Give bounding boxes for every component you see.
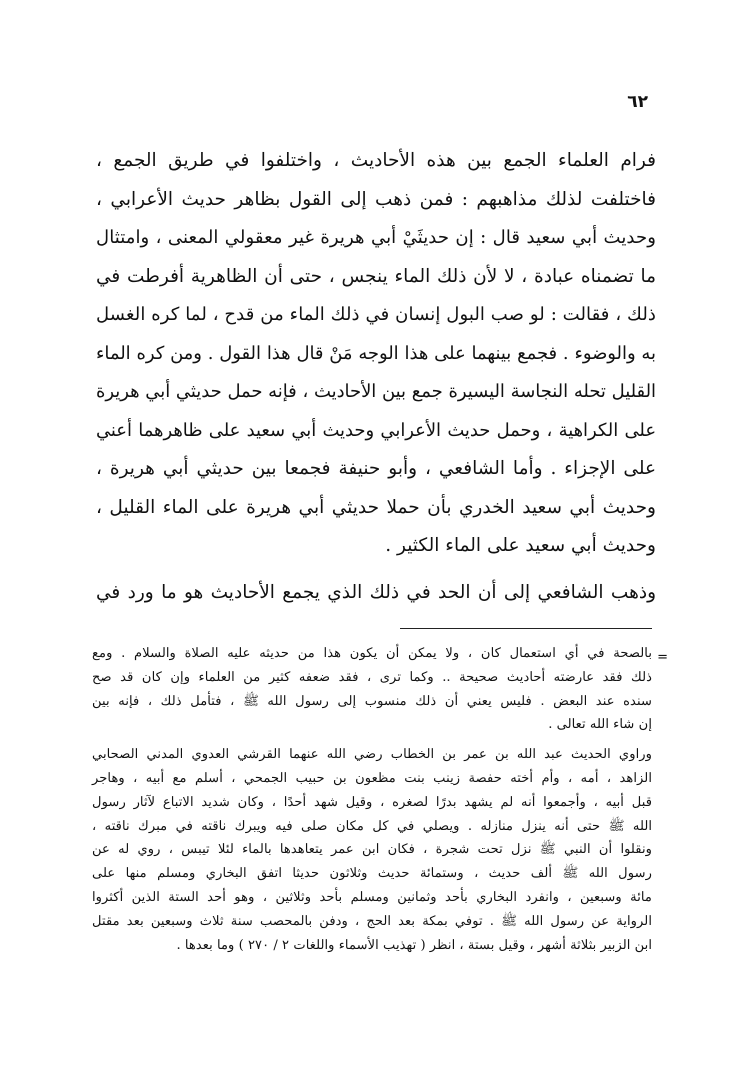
- footnote-line: مائة وسبعين ، وانفرد البخاري بأحد وثمانين ومسلم بأحد وثلاثين ، وهو أحد الستة الذين أكثروا: [92, 889, 652, 905]
- footnote-line: ابن الزبير بثلاثة أشهر ، وقيل بستة ، انظر ( تهذيب الأسماء واللغات ٢ / ٢٧٠ ) وما بعدها .: [176, 937, 652, 953]
- main-text-line: وحديث أبي سعيد على الماء الكثير .: [385, 535, 656, 556]
- footnote-line: قبل أبيه ، وأجمعوا أنه لم يشهد بدرًا لصغره ، وقيل شهد أحدًا ، وكان شديد الاتباع لآثار رسول: [92, 794, 652, 810]
- footnote-line: بالصحة في أي استعمال كان ، ولا يمكن أن يكون هذا من حديثه عليه الصلاة والسلام . ومع: [92, 646, 652, 661]
- footnote-line: الزاهد ، أمه ، وأم أخته حفصة زينب بنت مظعون بن حبيب الجمحي ، أسلم مع أبيه ، وهاجر: [92, 770, 652, 786]
- page-number: ٦٢: [627, 92, 648, 112]
- main-text-line: ذلك ، فقالت : لو صب البول إنسان في ذلك الماء من قدح ، لما كره الغسل: [96, 304, 656, 325]
- footnotes: [92, 642, 652, 957]
- main-text-line: وحديث أبي سعيد الخدري بأن حملا حديثي أبي هريرة على الماء القليل ،: [96, 496, 656, 518]
- footnote-line: إن شاء الله تعالى .: [548, 717, 652, 733]
- main-text-line: على الكراهية ، وحمل حديث الأعرابي وحديث أبي سعيد على ظاهرهما أعني: [96, 419, 656, 441]
- footnote-line: الله ﷺ حتى أنه ينزل منازله . ويصلي في كل مكان صلى فيه ويبرك ناقته في مبرك ناقته ،: [92, 818, 652, 834]
- main-text-line: وحديث أبي سعيد قال : إن حديثَيْ أبي هريرة غير معقولي المعنى ، وامتثال: [96, 227, 656, 248]
- footnote-line: ذلك فقد عارضته أحاديث صحيحة .. وكما ترى ، فقد ضعفه كثير من العلماء وإن كان قد صح: [92, 669, 652, 685]
- main-text-line: فاختلفت لذلك مذاهبهم : فمن ذهب إلى القول بظاهر حديث الأعرابي ،: [96, 188, 656, 210]
- paragraph-gap: [96, 566, 656, 574]
- main-text-line: به والوضوء . فجمع بينهما على هذا الوجه مَنْ قال هذا القول . ومن كره الماء: [96, 342, 656, 364]
- main-text-line-next-paragraph: وذهب الشافعي إلى أن الحد في ذلك الذي يجمع الأحاديث هو ما ورد في: [96, 581, 656, 603]
- footnote-separator: [400, 628, 652, 629]
- footnote-line: سنده عند البعض . فليس يعني أن ذلك منسوب إلى رسول الله ﷺ ، فتأمل ذلك ، فإنه بين: [92, 693, 652, 709]
- footnote-line: ونقلوا أن النبي ﷺ نزل تحت شجرة ، فكان ابن عمر يتعاهدها بالماء لئلا تيبس ، روي له عن: [92, 842, 652, 858]
- main-text-line: القليل تحله النجاسة اليسيرة جمع بين الأحاديث ، فإنه حمل حديثي أبي هريرة: [96, 381, 656, 402]
- main-text-body: [96, 142, 656, 612]
- footnote-line: وراوي الحديث عبد الله بن عمر بن الخطاب رضي الله عنهما القرشي العدوي المدني الصحابي: [92, 747, 652, 763]
- footnote-continuation-mark: =: [657, 650, 668, 665]
- main-text-line: فرام العلماء الجمع بين هذه الأحاديث ، واختلفوا في طريق الجمع ،: [96, 150, 656, 171]
- main-text-line: على الإجزاء . وأما الشافعي ، وأبو حنيفة فجمعا بين حديثي أبي هريرة ،: [96, 458, 656, 479]
- footnote-line: رسول الله ﷺ ألف حديث ، وستمائة حديث وثلاثون حديثا اتفق البخاري ومسلم منها على: [92, 866, 652, 882]
- main-text-line: ما تضمناه عبادة ، لا لأن ذلك الماء ينجس ، حتى أن الظاهرية أفرطت في: [96, 265, 656, 287]
- footnote-line: الرواية عن رسول الله ﷺ . توفي بمكة بعد الحج ، ودفن بالمحصب سنة ثلاث وسبعين بعد مقتل: [92, 913, 652, 929]
